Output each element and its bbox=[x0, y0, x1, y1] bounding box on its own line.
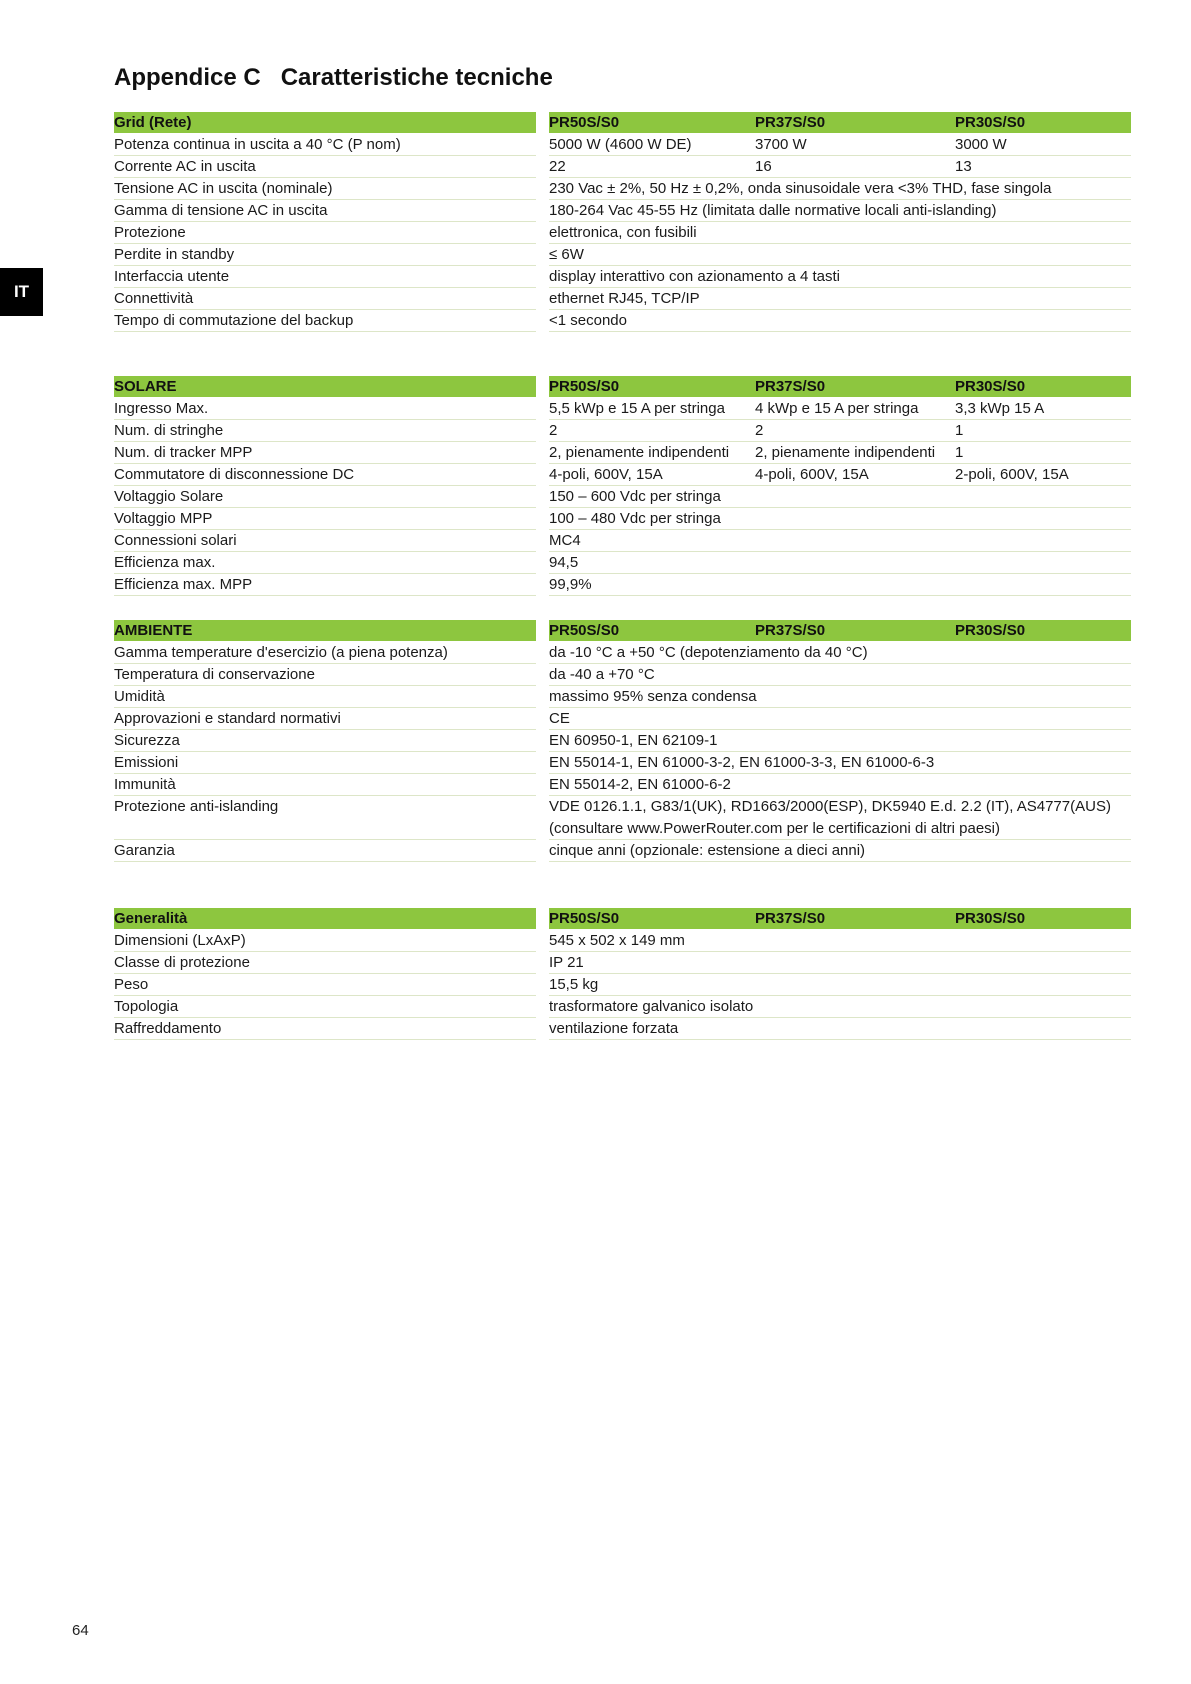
model-header: PR30S/S0 bbox=[955, 622, 1026, 639]
spec-value-line-2: (consultare www.PowerRouter.com per le certificazioni di altri paesi) bbox=[549, 820, 1001, 837]
spec-value-line bbox=[549, 420, 1131, 442]
spec-label: Dimensioni (LxAxP) bbox=[114, 930, 536, 952]
spec-label: Umidità bbox=[114, 686, 536, 708]
spec-value: 16 bbox=[755, 158, 772, 175]
spec-row bbox=[114, 952, 1131, 974]
spec-value: 2 bbox=[549, 422, 558, 439]
spec-label: Approvazioni e standard normativi bbox=[114, 708, 536, 730]
spec-label: Potenza continua in uscita a 40 °C (P nom) bbox=[114, 134, 536, 156]
spec-label: Connessioni solari bbox=[114, 530, 536, 552]
spec-row bbox=[114, 708, 1131, 730]
spec-value: 180-264 Vac 45-55 Hz (limitata dalle normative locali anti-islanding) bbox=[549, 200, 1131, 222]
spec-label: Gamma di tensione AC in uscita bbox=[114, 200, 536, 222]
spec-value: 3,3 kWp 15 A bbox=[955, 400, 1045, 417]
spec-row bbox=[114, 288, 1131, 310]
spec-value: 4 kWp e 15 A per stringa bbox=[755, 400, 919, 417]
header-band bbox=[549, 376, 1131, 397]
section-title: AMBIENTE bbox=[114, 622, 193, 639]
spec-label: Corrente AC in uscita bbox=[114, 156, 536, 178]
spec-row bbox=[114, 486, 1131, 508]
spec-label: Temperatura di conservazione bbox=[114, 664, 536, 686]
spec-value: display interattivo con azionamento a 4 tasti bbox=[549, 266, 1131, 288]
header-band bbox=[549, 620, 1131, 641]
spec-label: Voltaggio Solare bbox=[114, 486, 536, 508]
spec-value: 2-poli, 600V, 15A bbox=[955, 466, 1069, 483]
spec-label: Connettività bbox=[114, 288, 536, 310]
spec-value: 5000 W (4600 W DE) bbox=[549, 136, 692, 153]
spec-value: 230 Vac ± 2%, 50 Hz ± 0,2%, onda sinusoidale vera <3% THD, fase singola bbox=[549, 178, 1131, 200]
spec-value: da -10 °C a +50 °C (depotenziamento da 40 °C) bbox=[549, 642, 1131, 664]
spec-label: Gamma temperature d'esercizio (a piena potenza) bbox=[114, 642, 536, 664]
spec-row bbox=[114, 686, 1131, 708]
model-header: PR30S/S0 bbox=[955, 114, 1026, 131]
spec-row bbox=[114, 464, 1131, 486]
spec-label: Sicurezza bbox=[114, 730, 536, 752]
spec-label: Protezione bbox=[114, 222, 536, 244]
model-header: PR50S/S0 bbox=[549, 114, 620, 131]
section-grid bbox=[114, 112, 1131, 332]
spec-row bbox=[114, 222, 1131, 244]
spec-value: EN 55014-1, EN 61000-3-2, EN 61000-3-3, EN 61000-6-3 bbox=[549, 752, 1131, 774]
spec-row bbox=[114, 552, 1131, 574]
spec-value: 2 bbox=[755, 422, 764, 439]
spec-value: elettronica, con fusibili bbox=[549, 222, 1131, 244]
spec-label: Immunità bbox=[114, 774, 536, 796]
spec-value: EN 55014-2, EN 61000-6-2 bbox=[549, 774, 1131, 796]
spec-row bbox=[114, 200, 1131, 222]
spec-value: 4-poli, 600V, 15A bbox=[755, 466, 869, 483]
spec-label: Tensione AC in uscita (nominale) bbox=[114, 178, 536, 200]
spec-value: 1 bbox=[955, 444, 964, 461]
spec-value bbox=[549, 796, 1131, 840]
model-header: PR50S/S0 bbox=[549, 378, 620, 395]
page-title: Appendice C Caratteristiche tecniche bbox=[114, 64, 553, 91]
spec-value: IP 21 bbox=[549, 952, 1131, 974]
header-band bbox=[549, 908, 1131, 929]
page-number: 64 bbox=[72, 1622, 89, 1639]
spec-value: 15,5 kg bbox=[549, 974, 1131, 996]
spec-value: 2, pienamente indipendenti bbox=[755, 444, 936, 461]
spec-value: ≤ 6W bbox=[549, 244, 1131, 266]
spec-value: MC4 bbox=[549, 530, 1131, 552]
spec-label: Protezione anti-islanding bbox=[114, 796, 536, 840]
section-header-row bbox=[114, 112, 1131, 134]
spec-label: Commutatore di disconnessione DC bbox=[114, 464, 536, 486]
spec-value: 4-poli, 600V, 15A bbox=[549, 466, 663, 483]
spec-row bbox=[114, 1018, 1131, 1040]
section-header-row bbox=[114, 908, 1131, 930]
spec-row bbox=[114, 996, 1131, 1018]
spec-label: Num. di tracker MPP bbox=[114, 442, 536, 464]
spec-row bbox=[114, 156, 1131, 178]
spec-value: ventilazione forzata bbox=[549, 1018, 1131, 1040]
section-title: SOLARE bbox=[114, 378, 177, 395]
spec-label: Garanzia bbox=[114, 840, 536, 862]
spec-row bbox=[114, 974, 1131, 996]
model-header: PR37S/S0 bbox=[755, 622, 826, 639]
spec-row bbox=[114, 752, 1131, 774]
spec-value: da -40 a +70 °C bbox=[549, 664, 1131, 686]
section-header-row bbox=[114, 376, 1131, 398]
spec-value: massimo 95% senza condensa bbox=[549, 686, 1131, 708]
spec-value: 545 x 502 x 149 mm bbox=[549, 930, 1131, 952]
spec-label: Ingresso Max. bbox=[114, 398, 536, 420]
spec-row bbox=[114, 310, 1131, 332]
spec-row bbox=[114, 508, 1131, 530]
spec-label: Emissioni bbox=[114, 752, 536, 774]
spec-value: <1 secondo bbox=[549, 310, 1131, 332]
model-header: PR37S/S0 bbox=[755, 910, 826, 927]
section-header-row bbox=[114, 620, 1131, 642]
spec-row bbox=[114, 930, 1131, 952]
section-generalita bbox=[114, 908, 1131, 1040]
model-header: PR30S/S0 bbox=[955, 910, 1026, 927]
spec-row bbox=[114, 574, 1131, 596]
spec-label: Tempo di commutazione del backup bbox=[114, 310, 536, 332]
section-solare bbox=[114, 376, 1131, 596]
spec-label: Perdite in standby bbox=[114, 244, 536, 266]
spec-row bbox=[114, 420, 1131, 442]
spec-value-line bbox=[549, 156, 1131, 178]
spec-row bbox=[114, 134, 1131, 156]
spec-row bbox=[114, 244, 1131, 266]
model-header: PR37S/S0 bbox=[755, 114, 826, 131]
section-ambiente bbox=[114, 620, 1131, 862]
spec-value: 2, pienamente indipendenti bbox=[549, 444, 730, 461]
spec-value: EN 60950-1, EN 62109-1 bbox=[549, 730, 1131, 752]
spec-value: 1 bbox=[955, 422, 964, 439]
spec-value: 99,9% bbox=[549, 574, 1131, 596]
spec-value: cinque anni (opzionale: estensione a dieci anni) bbox=[549, 840, 1131, 862]
spec-value: 5,5 kWp e 15 A per stringa bbox=[549, 400, 725, 417]
spec-label: Topologia bbox=[114, 996, 536, 1018]
spec-value: CE bbox=[549, 708, 1131, 730]
spec-value: trasformatore galvanico isolato bbox=[549, 996, 1131, 1018]
spec-value: 3000 W bbox=[955, 136, 1007, 153]
spec-row bbox=[114, 664, 1131, 686]
model-header: PR50S/S0 bbox=[549, 910, 620, 927]
spec-value: 100 – 480 Vdc per stringa bbox=[549, 508, 1131, 530]
model-header: PR30S/S0 bbox=[955, 378, 1026, 395]
section-title: Grid (Rete) bbox=[114, 114, 192, 131]
spec-value: ethernet RJ45, TCP/IP bbox=[549, 288, 1131, 310]
spec-label: Voltaggio MPP bbox=[114, 508, 536, 530]
spec-label: Efficienza max. bbox=[114, 552, 536, 574]
spec-label: Num. di stringhe bbox=[114, 420, 536, 442]
spec-row bbox=[114, 840, 1131, 862]
spec-row bbox=[114, 642, 1131, 664]
spec-value: 150 – 600 Vdc per stringa bbox=[549, 486, 1131, 508]
header-band bbox=[549, 112, 1131, 133]
spec-label: Interfaccia utente bbox=[114, 266, 536, 288]
spec-row bbox=[114, 266, 1131, 288]
spec-value: 22 bbox=[549, 158, 566, 175]
spec-value-line-1: VDE 0126.1.1, G83/1(UK), RD1663/2000(ESP), DK5940 E.d. 2.2 (IT), AS4777(AUS) bbox=[549, 798, 1111, 815]
spec-row bbox=[114, 178, 1131, 200]
model-header: PR50S/S0 bbox=[549, 622, 620, 639]
section-title: Generalità bbox=[114, 910, 188, 927]
spec-label: Efficienza max. MPP bbox=[114, 574, 536, 596]
spec-row bbox=[114, 398, 1131, 420]
spec-row bbox=[114, 530, 1131, 552]
spec-value: 94,5 bbox=[549, 552, 1131, 574]
spec-row bbox=[114, 774, 1131, 796]
spec-row bbox=[114, 730, 1131, 752]
language-tab: IT bbox=[0, 268, 43, 316]
spec-row bbox=[114, 442, 1131, 464]
spec-value: 13 bbox=[955, 158, 972, 175]
spec-row bbox=[114, 796, 1131, 840]
spec-label: Peso bbox=[114, 974, 536, 996]
model-header: PR37S/S0 bbox=[755, 378, 826, 395]
spec-value: 3700 W bbox=[755, 136, 807, 153]
spec-label: Classe di protezione bbox=[114, 952, 536, 974]
spec-label: Raffreddamento bbox=[114, 1018, 536, 1040]
